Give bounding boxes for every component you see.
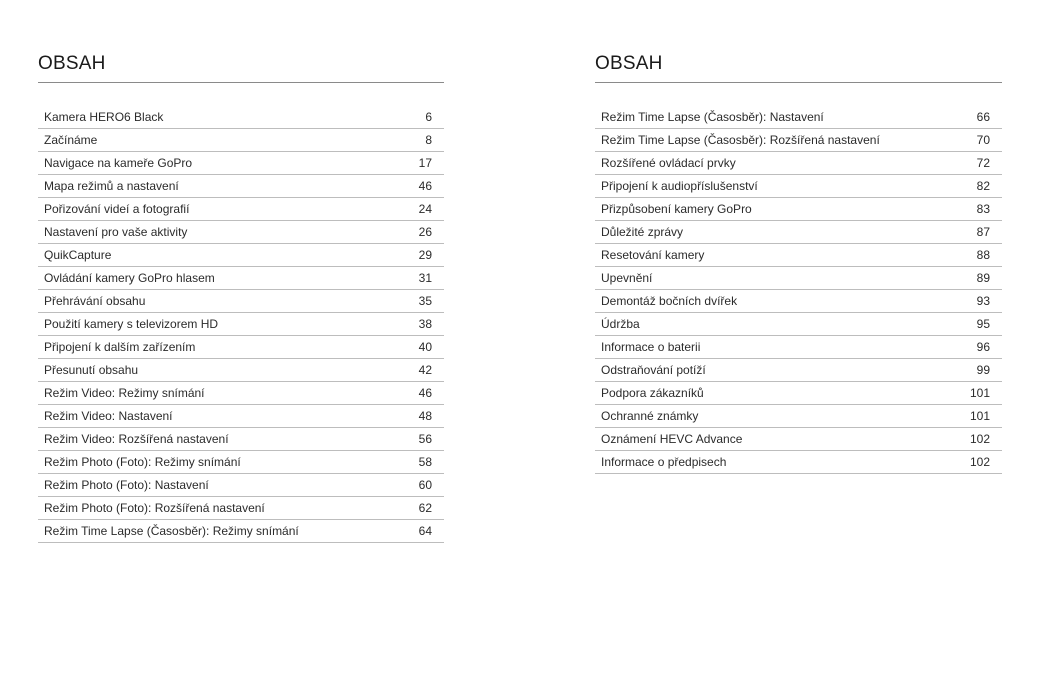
toc-entry[interactable] — [595, 359, 1002, 382]
toc-entry-title: Údržba — [601, 317, 640, 331]
toc-entry-page-number: 6 — [425, 110, 432, 124]
toc-entry-page-number: 72 — [976, 156, 990, 170]
toc-entry-title: Režim Video: Režimy snímání — [44, 386, 205, 400]
toc-entry-page-number: 70 — [976, 133, 990, 147]
toc-entry[interactable] — [595, 221, 1002, 244]
toc-entry-title: Režim Video: Rozšířená nastavení — [44, 432, 229, 446]
toc-entry[interactable] — [38, 313, 444, 336]
toc-entry-title: Důležité zprávy — [601, 225, 684, 239]
toc-entry[interactable] — [38, 221, 444, 244]
toc-entry[interactable] — [595, 451, 1002, 474]
toc-entry-page-number: 89 — [976, 271, 990, 285]
toc-entry[interactable] — [595, 267, 1002, 290]
toc-entry-page-number: 58 — [418, 455, 432, 469]
toc-entry[interactable] — [38, 129, 444, 152]
toc-entry-title: Přesunutí obsahu — [44, 363, 139, 377]
toc-entry-page-number: 101 — [969, 409, 990, 423]
toc-entry[interactable] — [595, 129, 1002, 152]
toc-entry-title: Podpora zákazníků — [601, 386, 704, 400]
toc-entry-page-number: 95 — [976, 317, 990, 331]
toc-entry-title: Přehrávání obsahu — [44, 294, 146, 308]
toc-entry-page-number: 26 — [418, 225, 432, 239]
toc-entry[interactable] — [38, 198, 444, 221]
toc-entry-page-number: 29 — [418, 248, 432, 262]
toc-entry-page-number: 42 — [418, 363, 432, 377]
toc-entry-title: Informace o předpisech — [601, 455, 727, 469]
toc-entry[interactable] — [595, 152, 1002, 175]
toc-entry[interactable] — [38, 106, 444, 129]
toc-entry-title: Navigace na kameře GoPro — [44, 156, 193, 170]
toc-entry-page-number: 66 — [976, 110, 990, 124]
toc-entry[interactable] — [38, 152, 444, 175]
toc-entry[interactable] — [38, 474, 444, 497]
toc-entry[interactable] — [38, 267, 444, 290]
page-title: OBSAH — [595, 53, 663, 74]
toc-entry[interactable] — [38, 428, 444, 451]
toc-entry-page-number: 38 — [418, 317, 432, 331]
toc-entry-title: QuikCapture — [44, 248, 112, 262]
page-title: OBSAH — [38, 53, 106, 74]
toc-entry-page-number: 99 — [976, 363, 990, 377]
toc-entry[interactable] — [38, 359, 444, 382]
toc-entry-title: Odstraňování potíží — [601, 363, 706, 377]
toc-entry[interactable] — [38, 382, 444, 405]
toc-entry[interactable] — [38, 336, 444, 359]
toc-entry-page-number: 35 — [418, 294, 432, 308]
toc-entry[interactable] — [38, 405, 444, 428]
heading-divider — [38, 82, 444, 83]
toc-entry[interactable] — [38, 175, 444, 198]
toc-entry-page-number: 62 — [418, 501, 432, 515]
toc-entry[interactable] — [38, 451, 444, 474]
toc-entry[interactable] — [595, 175, 1002, 198]
toc-entry-page-number: 88 — [976, 248, 990, 262]
toc-entry-page-number: 93 — [976, 294, 990, 308]
toc-entry-title: Informace o baterii — [601, 340, 701, 354]
toc-entry[interactable] — [38, 290, 444, 313]
toc-entry-title: Použití kamery s televizorem HD — [44, 317, 219, 331]
toc-entry-title: Přizpůsobení kamery GoPro — [601, 202, 752, 216]
toc-entry-title: Demontáž bočních dvířek — [601, 294, 738, 308]
toc-entry-page-number: 83 — [976, 202, 990, 216]
toc-entry-title: Resetování kamery — [601, 248, 705, 262]
toc-entry-title: Upevnění — [601, 271, 653, 285]
heading-divider — [595, 82, 1002, 83]
toc-entry-title: Nastavení pro vaše aktivity — [44, 225, 188, 239]
toc-entry-page-number: 96 — [976, 340, 990, 354]
toc-entry[interactable] — [38, 244, 444, 267]
toc-list — [38, 106, 444, 543]
toc-entry-page-number: 87 — [976, 225, 990, 239]
toc-entry-title: Ochranné známky — [601, 409, 699, 423]
toc-entry-page-number: 46 — [418, 179, 432, 193]
toc-entry-page-number: 60 — [418, 478, 432, 492]
toc-entry[interactable] — [595, 428, 1002, 451]
toc-entry-title: Kamera HERO6 Black — [44, 110, 164, 124]
toc-entry-title: Ovládání kamery GoPro hlasem — [44, 271, 215, 285]
toc-entry-title: Mapa režimů a nastavení — [44, 179, 179, 193]
toc-entry[interactable] — [595, 405, 1002, 428]
toc-entry-title: Režim Photo (Foto): Nastavení — [44, 478, 209, 492]
toc-entry-page-number: 102 — [969, 455, 990, 469]
toc-entry-page-number: 40 — [418, 340, 432, 354]
toc-entry-page-number: 56 — [418, 432, 432, 446]
toc-entry-title: Režim Video: Nastavení — [44, 409, 173, 423]
toc-entry[interactable] — [38, 520, 444, 543]
toc-entry-title: Režim Time Lapse (Časosběr): Rozšířená nastavení — [601, 133, 880, 147]
toc-entry[interactable] — [595, 106, 1002, 129]
toc-entry-title: Pořizování videí a fotografií — [44, 202, 190, 216]
toc-entry-page-number: 17 — [418, 156, 432, 170]
toc-entry-page-number: 102 — [969, 432, 990, 446]
toc-entry-page-number: 64 — [418, 524, 432, 538]
toc-entry-title: Začínáme — [44, 133, 98, 147]
toc-entry-title: Připojení k audiopříslušenství — [601, 179, 758, 193]
toc-entry-title: Režim Time Lapse (Časosběr): Nastavení — [601, 110, 824, 124]
toc-entry-title: Režim Photo (Foto): Režimy snímání — [44, 455, 241, 469]
toc-entry[interactable] — [595, 290, 1002, 313]
toc-entry-page-number: 46 — [418, 386, 432, 400]
toc-entry-page-number: 82 — [976, 179, 990, 193]
toc-entry-page-number: 101 — [969, 386, 990, 400]
toc-entry-page-number: 8 — [425, 133, 432, 147]
toc-entry[interactable] — [595, 382, 1002, 405]
toc-list — [595, 106, 1002, 474]
toc-entry[interactable] — [595, 313, 1002, 336]
toc-entry-page-number: 31 — [418, 271, 432, 285]
toc-entry-title: Oznámení HEVC Advance — [601, 432, 743, 446]
toc-entry[interactable] — [595, 336, 1002, 359]
toc-entry-page-number: 24 — [418, 202, 432, 216]
toc-entry[interactable] — [595, 244, 1002, 267]
toc-entry-title: Připojení k dalším zařízením — [44, 340, 196, 354]
toc-entry-page-number: 48 — [418, 409, 432, 423]
toc-entry-title: Rozšířené ovládací prvky — [601, 156, 736, 170]
toc-entry-title: Režim Photo (Foto): Rozšířená nastavení — [44, 501, 265, 515]
toc-entry[interactable] — [595, 198, 1002, 221]
toc-entry-title: Režim Time Lapse (Časosběr): Režimy snímání — [44, 524, 299, 538]
toc-entry[interactable] — [38, 497, 444, 520]
